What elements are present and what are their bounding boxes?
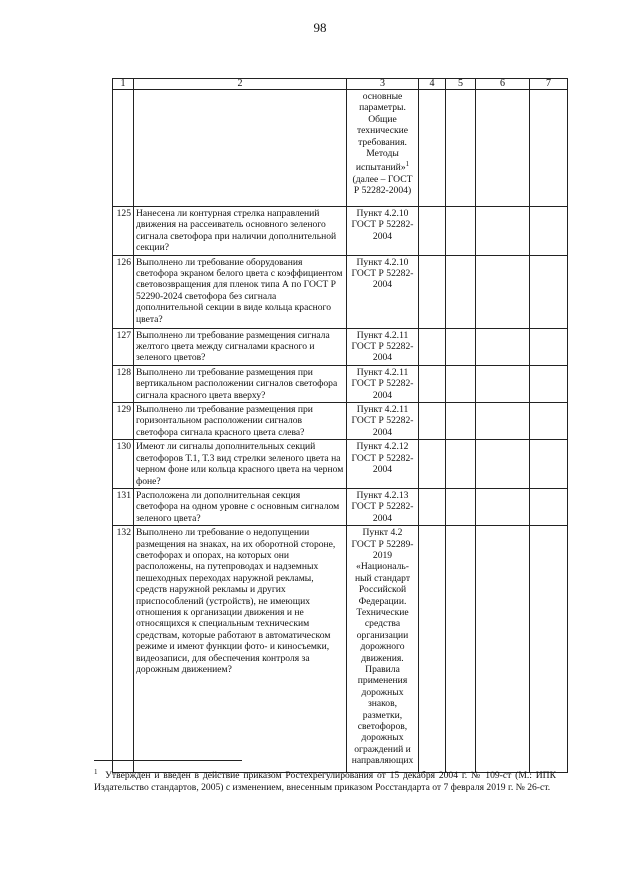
cell-question: Выполнено ли требование оборудования светофора экраном белого цвета с коэффициентом световозвращения для пленок типа А по ГОСТ Р 52290-2024 светофора без сигнала дополнительной секции в виде кольца красного цвета?: [134, 255, 347, 328]
cell-num: 131: [113, 488, 134, 525]
header-row: [113, 79, 568, 90]
col-header-7: 7: [530, 79, 568, 90]
cell-ref: Пункт 4.2.13 ГОСТ Р 52282- 2004: [347, 488, 419, 525]
cell-question: [134, 90, 347, 207]
cell-7: [530, 90, 568, 207]
cell-ref: Пункт 4.2.11 ГОСТ Р 52282- 2004: [347, 365, 419, 402]
cell-6: [476, 328, 530, 365]
col-header-4: 4: [419, 79, 446, 90]
table-row: [113, 526, 568, 773]
cell-ref: Пункт 4.2.11 ГОСТ Р 52282- 2004: [347, 328, 419, 365]
cell-6: [476, 440, 530, 489]
cell-question: Расположена ли дополнительная секция светофора на одном уровне с основным сигналом зеленого цвета?: [134, 488, 347, 525]
cell-ref: Пункт 4.2.12 ГОСТ Р 52282- 2004: [347, 440, 419, 489]
cell-4: [419, 526, 446, 773]
cell-ref: [347, 90, 419, 207]
cell-ref: Пункт 4.2.10 ГОСТ Р 52282- 2004: [347, 255, 419, 328]
cell-question: Выполнено ли требование размещения сигнала желтого цвета между сигналами красного и зеленого цветов?: [134, 328, 347, 365]
cell-ref: Пункт 4.2.10 ГОСТ Р 52282- 2004: [347, 207, 419, 256]
col-header-2: 2: [134, 79, 347, 90]
cell-4: [419, 328, 446, 365]
cell-4: [419, 207, 446, 256]
col-header-6: 6: [476, 79, 530, 90]
cell-4: [419, 403, 446, 440]
col-header-3: 3: [347, 79, 419, 90]
cell-num: 129: [113, 403, 134, 440]
cell-5: [446, 365, 476, 402]
cell-question: Выполнено ли требование размещения при вертикальном расположении сигналов светофора сигнала красного цвета вверху?: [134, 365, 347, 402]
cell-7: [530, 526, 568, 773]
cell-6: [476, 488, 530, 525]
checklist-table: [112, 78, 568, 773]
cell-7: [530, 365, 568, 402]
cell-num: 132: [113, 526, 134, 773]
cell-6: [476, 255, 530, 328]
cell-num: 126: [113, 255, 134, 328]
cell-question: Выполнено ли требование о недопущении размещения на знаках, на их оборотной стороне, светофорах и опорах, на которых они расположены, на путепроводах и надземных пешеходных переходах наружной рекламы, средств наружной рекламы и других приспособлений (устройств), не имеющих отношения к организации движения и не относящихся к специальным техническим средствам, которые работают в автоматическом режиме и имеют функции фото- и киносъемки, видеозаписи, для обеспечения контроля за дорожным движением?: [134, 526, 347, 773]
table-row: [113, 403, 568, 440]
cell-4: [419, 90, 446, 207]
cell-4: [419, 488, 446, 525]
cell-num: 125: [113, 207, 134, 256]
cell-7: [530, 255, 568, 328]
cell-ref: Пункт 4.2.11 ГОСТ Р 52282- 2004: [347, 403, 419, 440]
cell-5: [446, 207, 476, 256]
cell-5: [446, 403, 476, 440]
cell-6: [476, 526, 530, 773]
cell-6: [476, 365, 530, 402]
footnote: [94, 766, 556, 794]
cell-7: [530, 440, 568, 489]
cell-7: [530, 328, 568, 365]
cell-num: 128: [113, 365, 134, 402]
table-row: [113, 207, 568, 256]
cell-5: [446, 328, 476, 365]
cell-7: [530, 488, 568, 525]
cell-5: [446, 90, 476, 207]
cell-question: Нанесена ли контурная стрелка направлений движения на рассеиватель основного зеленого сигнала светофора при наличии дополнительной секции?: [134, 207, 347, 256]
cell-question: Имеют ли сигналы дополнительных секций светофоров Т.1, Т.3 вид стрелки зеленого цвета на черном фоне или кольца красного цвета на черном фоне?: [134, 440, 347, 489]
cell-ref: Пункт 4.2 ГОСТ Р 52289- 2019 «Националь- ный стандарт Российской Федерации. Технические средства организации дорожного движения. Правила применения дорожных знаков, разметки, светофоров, дорожных ограждений и направляющих: [347, 526, 419, 773]
cell-5: [446, 440, 476, 489]
cell-num: [113, 90, 134, 207]
cell-6: [476, 403, 530, 440]
cell-5: [446, 526, 476, 773]
cell-num: 130: [113, 440, 134, 489]
cell-5: [446, 255, 476, 328]
cell-7: [530, 403, 568, 440]
cell-7: [530, 207, 568, 256]
table-row-continuation: [113, 90, 568, 207]
cell-6: [476, 90, 530, 207]
cell-5: [446, 488, 476, 525]
footnote-marker: 1: [94, 768, 98, 776]
page-number: 98: [313, 20, 327, 35]
ref-text-tail: (далее – ГОСТ Р 52282-2004): [352, 174, 413, 197]
footnote-ref-marker: 1: [405, 160, 410, 169]
table-row: [113, 488, 568, 525]
cell-question: Выполнено ли требование размещения при горизонтальном расположении сигналов светофора сигнала красного цвета слева?: [134, 403, 347, 440]
cell-4: [419, 255, 446, 328]
ref-text: основные параметры. Общие технические требования. Методы испытаний»: [355, 91, 409, 174]
table-row: [113, 255, 568, 328]
table-row: [113, 365, 568, 402]
footnote-text: Утвержден и введен в действие приказом Ростехрегулирования от 15 декабря 2004 г. № 109-ст (М.: ИПК Издательство стандартов, 2005) с изменением, внесенным приказом Росстандарта от 7 февраля 2019 г. № 26-ст.: [94, 770, 556, 794]
footnote-divider: [94, 760, 242, 761]
cell-4: [419, 365, 446, 402]
cell-6: [476, 207, 530, 256]
cell-4: [419, 440, 446, 489]
col-header-1: 1: [113, 79, 134, 90]
cell-num: 127: [113, 328, 134, 365]
table-row: [113, 440, 568, 489]
col-header-5: 5: [446, 79, 476, 90]
table-row: [113, 328, 568, 365]
